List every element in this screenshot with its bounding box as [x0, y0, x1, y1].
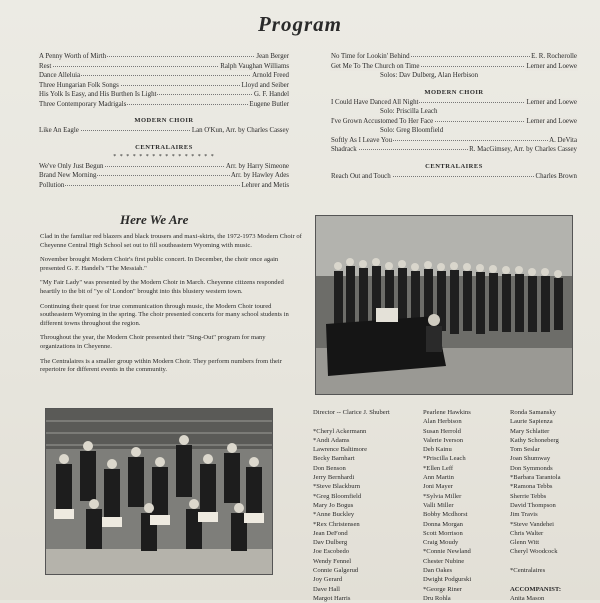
- member-name: *Rex Christensen: [313, 520, 360, 528]
- roster-column-1: [313, 408, 390, 603]
- piece-title: Reach Out and Touch: [331, 172, 391, 180]
- member-name: *Centralaires: [510, 567, 546, 575]
- member-name: *Sylvia Miller: [423, 492, 462, 500]
- member-name: Deb Kainu: [423, 446, 452, 454]
- member-name: Donna Morgan: [423, 520, 463, 528]
- member-name: Ronda Samansky: [510, 409, 556, 416]
- piece-title: Get Me To The Church on Time: [331, 62, 420, 70]
- program-title: Program: [257, 12, 342, 36]
- piece-title: Three Hungarian Folk Songs: [39, 81, 119, 89]
- paragraph: November brought Modern Choir's first public concert. In December, the choir once again presented G. F. Handel's "The Messiah.": [40, 256, 279, 272]
- piece-title: Three Contemporary Madrigals: [39, 100, 127, 108]
- member-name: Don Symmonds: [510, 464, 553, 472]
- solo-credit: Solos: Dav Dulberg, Alan Herbison: [380, 72, 479, 79]
- director-name: Director -- Clarice J. Shubert: [313, 409, 390, 416]
- member-name: [510, 575, 561, 584]
- member-name: Cheryl Woodcock: [510, 548, 558, 556]
- member-name: Valerie Iverson: [423, 436, 464, 444]
- member-name: Jerry Bernhardi: [313, 474, 355, 482]
- program-item: [38, 62, 290, 72]
- member-name: Valli Miller: [423, 501, 454, 509]
- program-item: [330, 62, 578, 72]
- member-name: Dru Rohla: [423, 594, 451, 602]
- composer-credit: Charles Brown: [535, 172, 577, 180]
- centralaires-photo: [45, 408, 273, 575]
- program-item: [38, 52, 290, 62]
- member-name: Wendy Fennel: [313, 557, 352, 565]
- paragraph: Clad in the familiar red blazers and black trousers and maxi-skirts, the 1972-1973 Modern Choir of Cheyenne Central High School set out to fill southeastern Wyoming with music.: [40, 233, 302, 249]
- piece-title: A Penny Worth of Mirth: [39, 53, 107, 60]
- program-item: [38, 171, 290, 181]
- composer-credit: G. F. Handel: [253, 91, 289, 98]
- member-name: Lawrence Baltimore: [313, 446, 368, 454]
- composer-credit: Arnold Freed: [252, 72, 289, 79]
- composer-credit: E. R. Rocherolle: [531, 53, 577, 60]
- member-name: Glenn Witt: [510, 539, 540, 547]
- program-item: [38, 90, 290, 100]
- composer-credit: Lan O'Kun, Arr. by Charles Cassey: [191, 127, 289, 134]
- composer-credit: A. DeVita: [549, 136, 577, 144]
- piece-title: Pollution: [39, 181, 65, 189]
- member-name: Dan Oakes: [423, 567, 453, 575]
- composer-credit: Arr. by Harry Simeone: [225, 162, 289, 170]
- here-we-are-heading: Here We Are: [120, 212, 189, 227]
- paragraph: "My Fair Lady" was presented by the Modern Choir in March. Cheyenne citizens responded heartily to the bit of "ye ol' London" brought into this blustery western town.: [40, 279, 284, 295]
- composer-credit: Lerner and Loewe: [526, 98, 577, 106]
- paragraph: Throughout the year, the Modern Choir presented their "Sing-Out" program for many organizations in Cheyenne.: [40, 334, 266, 350]
- program-item: [38, 181, 290, 191]
- piece-title: I've Grown Accustomed To Her Face: [331, 117, 434, 125]
- member-name: Sherrie Tebbs: [510, 492, 547, 500]
- roster-column-3: [510, 408, 561, 603]
- piece-title: I Could Have Danced All Night: [331, 98, 419, 106]
- piece-title: His Yolk Is Easy, and His Burthen Is Light: [39, 91, 157, 98]
- member-name: *Priscilla Leach: [423, 455, 466, 463]
- piece-title: We've Only Just Begun: [39, 162, 104, 170]
- section-heading: MODERN CHOIR: [134, 117, 194, 124]
- member-name: *Barbara Tarantola: [510, 474, 561, 482]
- program-item: [38, 126, 290, 136]
- member-name: Kathy Schoneberg: [510, 436, 559, 444]
- member-name: Craig Moudy: [423, 539, 459, 547]
- member-name: Jean DeFond: [313, 529, 348, 537]
- composer-credit: Eugene Butler: [249, 100, 289, 108]
- member-name: Joy Gerard: [313, 576, 343, 584]
- narrative-text: [40, 233, 302, 381]
- member-name: Scott Morrison: [423, 529, 463, 537]
- member-name: Mary Jo Bogus: [313, 501, 354, 509]
- member-name: *Greg Bloomfield: [313, 492, 362, 500]
- member-name: Dav Dulberg: [313, 539, 348, 547]
- program-right-column: [330, 52, 578, 181]
- member-name: Jim Travis: [510, 511, 538, 519]
- program-item: [38, 81, 290, 91]
- section-heading: CENTRALAIRES: [425, 162, 483, 170]
- member-name: Connie Galgerud: [313, 567, 359, 575]
- member-name: Joe Escobedo: [313, 548, 350, 556]
- member-name: Dwight Podgurski: [423, 576, 472, 584]
- member-name: Pearlene Hawkins: [423, 409, 471, 416]
- solo-credit: Solo: Greg Bloomfield: [380, 127, 444, 134]
- program-left-column: [38, 52, 290, 190]
- member-name: Don Benson: [313, 464, 346, 472]
- composer-credit: Lerner and Loewe: [526, 62, 577, 70]
- program-item: [330, 145, 578, 155]
- member-name: Dave Hall: [313, 585, 340, 593]
- member-name: *Andi Adams: [313, 436, 350, 444]
- member-name: David Thompson: [510, 501, 556, 509]
- program-item: [330, 136, 578, 146]
- composer-credit: Ralph Vaughan Williams: [220, 62, 289, 70]
- composer-credit: R. MacGimsey, Arr. by Charles Cassey: [469, 146, 577, 153]
- program-item: [38, 71, 290, 81]
- section-heading: MODERN CHOIR: [424, 88, 484, 96]
- program-item: [330, 117, 578, 127]
- piece-title: Softly As I Leave You: [331, 136, 393, 144]
- member-name: *Steve Blackburn: [313, 483, 361, 491]
- member-name: [510, 557, 561, 566]
- paragraph: Continuing their quest for true communication through music, the Modern Choir toured southeastern Wyoming in the spring. The choir presented concerts for many school students in different towns throughout the region.: [40, 302, 289, 327]
- member-name: *Anne Buckley: [313, 511, 355, 519]
- piece-title: Like An Eagle: [39, 127, 79, 134]
- member-name: Laurie Sapienza: [510, 418, 553, 426]
- member-name: Becky Barnhart: [313, 455, 355, 463]
- member-name: Mary Schlatter: [510, 427, 550, 435]
- member-name: ACCOMPANIST:: [510, 585, 562, 593]
- member-name: *Cheryl Ackermann: [313, 427, 367, 435]
- program-item: [330, 98, 578, 108]
- program-item: [330, 172, 578, 182]
- composer-credit: Lloyd and Seiber: [241, 81, 289, 89]
- solo-credit: Solo: Priscilla Leach: [380, 108, 438, 115]
- member-name: Anita Mason: [510, 594, 545, 602]
- member-name: Joan Shumway: [510, 455, 551, 463]
- section-heading: CENTRALAIRES: [135, 143, 193, 151]
- member-name: Ann Martin: [423, 474, 454, 482]
- member-name: *Ellen Leff: [423, 464, 454, 472]
- member-name: *Ramona Tebbs: [510, 483, 553, 491]
- member-name: Susan Herrold: [423, 427, 461, 435]
- member-name: Joni Mayer: [423, 483, 453, 491]
- composer-credit: Lehrer and Metis: [241, 181, 289, 189]
- member-name: Chris Walter: [510, 529, 544, 537]
- composer-credit: Arr. by Hawley Ades: [230, 172, 289, 179]
- roster-column-2: [423, 408, 471, 603]
- member-name: Chester Nubine: [423, 557, 465, 565]
- modern-choir-photo: [315, 215, 573, 395]
- piece-title: Rest: [39, 62, 52, 70]
- member-name: *Connie Newland: [423, 548, 471, 556]
- composer-credit: Lerner and Loewe: [526, 117, 577, 125]
- member-name: *Steve Vandehei: [510, 520, 555, 528]
- program-item: [38, 100, 290, 110]
- piece-title: Shadrack: [331, 146, 357, 153]
- piece-title: Dance Alleluia: [39, 72, 81, 79]
- member-name: Tom Seslar: [510, 446, 540, 454]
- paragraph: The Centralaires is a smaller group within Modern Choir. They perform numbers from their repertoire for different events in the community.: [40, 357, 282, 374]
- member-name: Alan Herbison: [423, 418, 462, 426]
- piece-title: Brand New Morning: [39, 172, 97, 179]
- member-name: *George Riner: [423, 585, 462, 593]
- piece-title: No Time for Lookin' Behind: [331, 53, 410, 60]
- star-divider: * * * * * * * * * * * * * * * *: [113, 153, 215, 160]
- member-name: [313, 417, 390, 426]
- member-name: Bobby Mcdhorst: [423, 511, 468, 519]
- program-item: [330, 52, 578, 62]
- program-item: [38, 162, 290, 172]
- composer-credit: Jean Berger: [256, 53, 289, 60]
- member-name: Margot Harris: [313, 594, 351, 602]
